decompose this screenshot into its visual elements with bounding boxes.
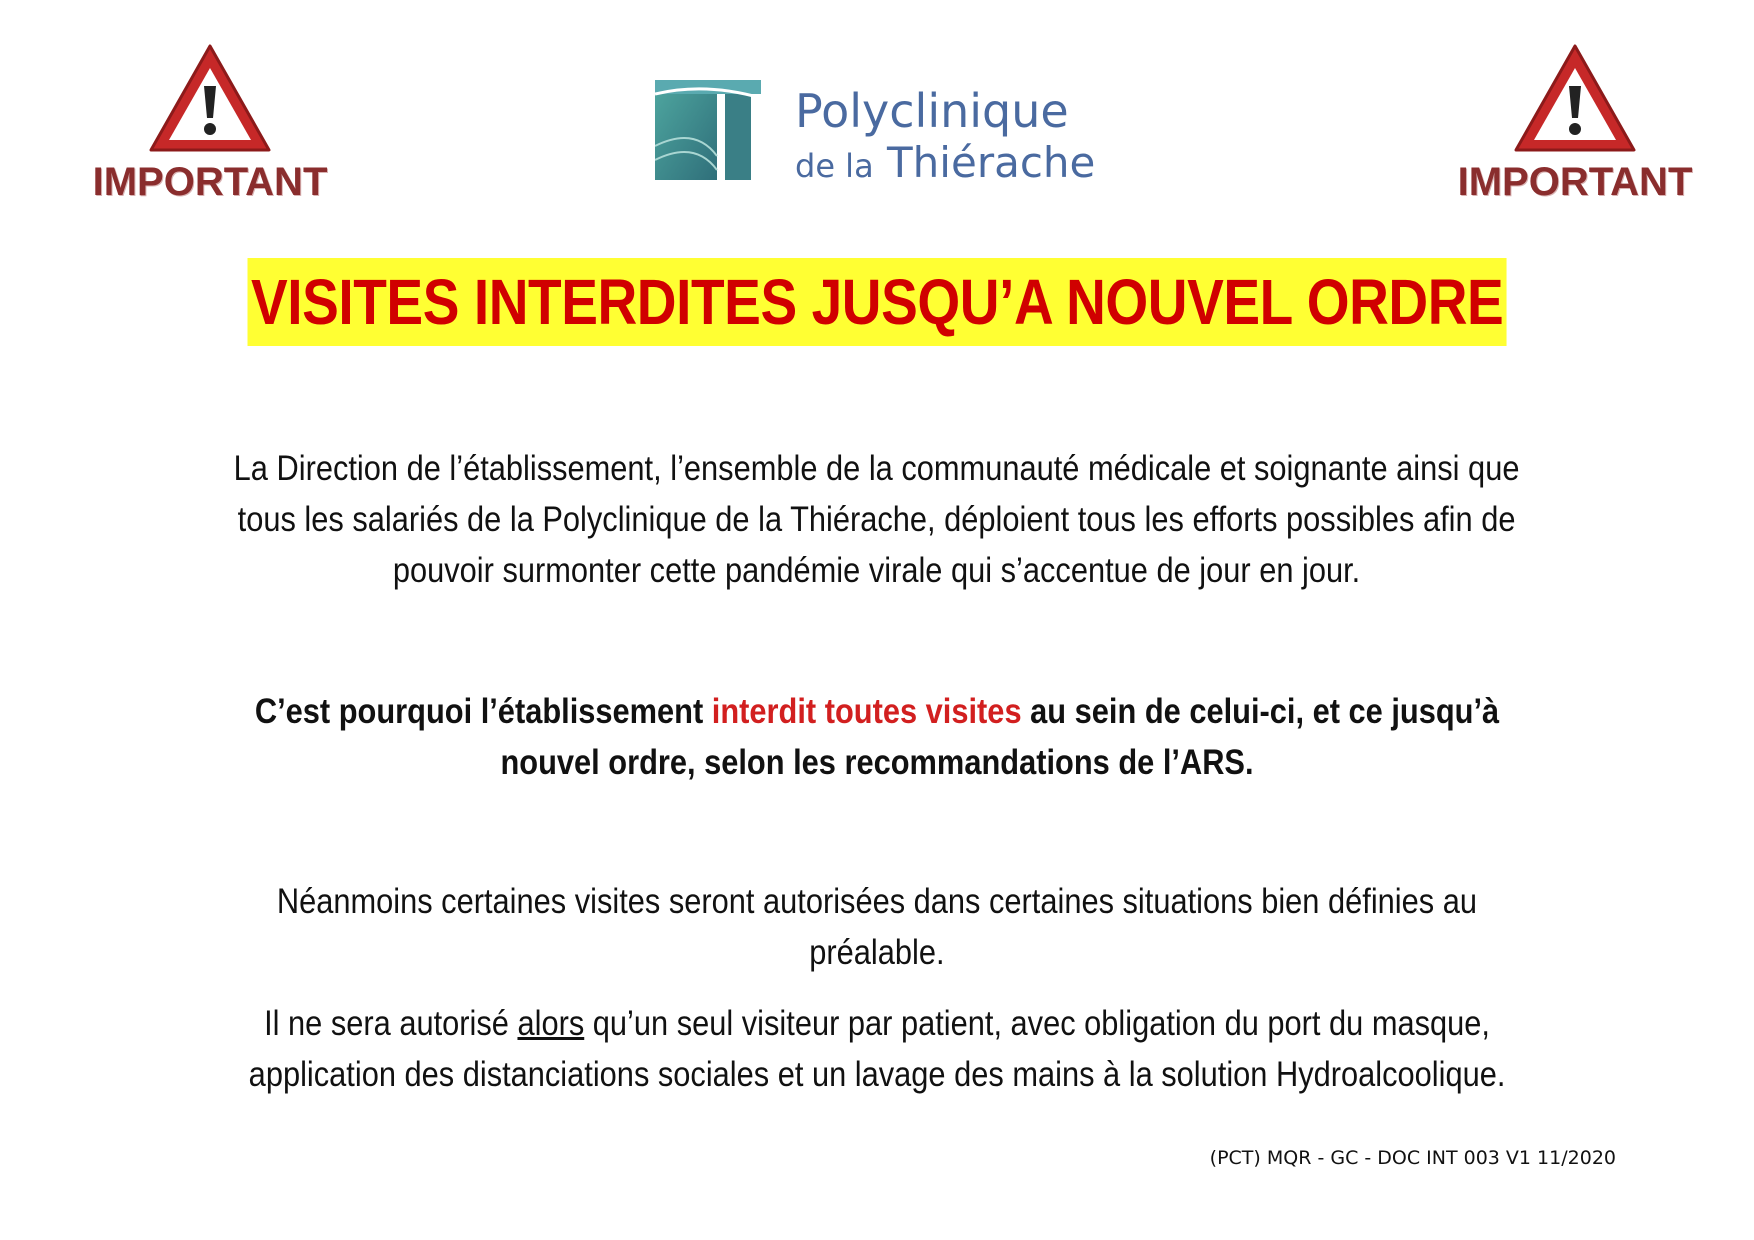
text-fragment: Il ne sera autorisé [264, 1004, 518, 1043]
paragraph-intro-text [234, 443, 1520, 596]
text-line: préalable. [809, 933, 945, 972]
important-label: IMPORTANT [92, 160, 328, 204]
paragraph-conditions [140, 998, 1614, 1100]
important-badge-left [90, 40, 330, 210]
headline-container [0, 258, 1754, 346]
text-line: Néanmoins certaines visites seront autorisées dans certaines situations bien définies au [276, 882, 1478, 921]
warning-triangle-icon [145, 40, 275, 158]
logo-name: Thiérache [887, 138, 1096, 187]
text-fragment: qu’un seul visiteur par patient, avec obligation du port du masque, [584, 1004, 1490, 1043]
warning-triangle-icon [1510, 40, 1640, 158]
logo-prefix: de la [795, 147, 874, 185]
important-label: IMPORTANT [1457, 160, 1693, 204]
polyclinique-logo-icon [655, 76, 765, 186]
text-fragment: au sein de celui-ci, et ce jusqu’à [1021, 692, 1500, 731]
text-fragment: C’est pourquoi l’établissement [254, 692, 712, 731]
paragraph-exceptions-text [277, 876, 1477, 978]
visits-banned-highlight: interdit toutes visites [711, 692, 1022, 731]
polyclinique-logo [655, 76, 1125, 196]
underlined-word: alors [517, 1004, 585, 1043]
text-line: tous les salariés de la Polyclinique de la Thiérache, déploient tous les efforts possibles afin de [238, 500, 1516, 539]
paragraph-intro [140, 443, 1614, 596]
logo-line-1: Polyclinique [795, 84, 1069, 138]
logo-line-2 [795, 138, 1095, 187]
important-badge-right [1455, 40, 1695, 210]
paragraph-ban [140, 686, 1614, 788]
text-line: application des distanciations sociales et un lavage des mains à la solution Hydroalcoolique. [248, 1055, 1506, 1094]
paragraph-ban-text [255, 686, 1499, 788]
paragraph-exceptions [140, 876, 1614, 978]
text-line: La Direction de l’établissement, l’ensemble de la communauté médicale et soignante ainsi que [234, 449, 1520, 488]
document-reference: (PCT) MQR - GC - DOC INT 003 V1 11/2020 [1209, 1147, 1616, 1169]
headline: VISITES INTERDITES JUSQU’A NOUVEL ORDRE [247, 258, 1506, 346]
paragraph-conditions-text [249, 998, 1506, 1100]
text-line: nouvel ordre, selon les recommandations de l’ARS. [500, 743, 1254, 782]
text-line: pouvoir surmonter cette pandémie virale qui s’accentue de jour en jour. [393, 551, 1361, 590]
